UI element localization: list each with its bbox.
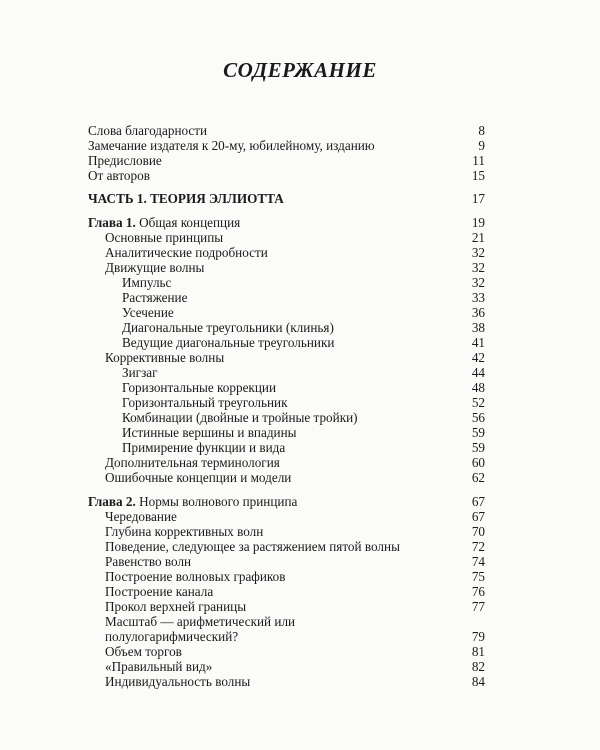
toc-entry [0,455,600,471]
toc-entry-page: 9 [478,138,485,153]
toc-entry-title: Предисловие [88,153,162,168]
toc-entry-title: Глубина коррективных волн [105,524,264,539]
toc-entry [0,365,600,381]
toc-entry-title: Ошибочные концепции и модели [105,470,292,485]
toc-entry-page: 11 [472,153,485,168]
toc-entry-page: 84 [471,674,485,689]
toc-entry-title: Чередование [105,509,177,524]
chapter-number: Глава 1. [88,215,136,230]
toc-entry [0,554,600,570]
toc-entry-title: Ведущие диагональные треугольники [122,335,335,350]
toc-entry-page: 59 [471,440,485,455]
toc-entry-page: 42 [471,350,485,365]
toc-entry-title: Дополнительная терминология [105,455,280,470]
toc-entry-title: От авторов [88,168,150,183]
toc-entry-title: Масштаб — арифметический или [105,614,296,629]
toc-entry-title: Прокол верхней границы [105,599,247,614]
toc-entry-page: 79 [471,629,485,644]
toc-entry [0,320,600,336]
toc-entry-page: 21 [471,230,485,245]
toc-entry-title: Построение канала [105,584,214,599]
chapter-heading-title [88,494,297,510]
toc-entry [0,509,600,525]
toc-entry-title: Комбинации (двойные и тройные тройки) [122,410,358,425]
toc-entry [0,614,600,630]
toc-entry [0,290,600,306]
toc-entry-page: 60 [471,455,485,470]
toc-entry [0,659,600,675]
toc-entry [0,168,600,184]
toc-entry [0,584,600,600]
toc-entry [0,644,600,660]
toc-entry [0,674,600,690]
toc-entry-title: Импульс [122,275,172,290]
toc-entry [0,599,600,615]
toc-entry-page: 72 [471,539,485,554]
page-title: СОДЕРЖАНИЕ [223,58,377,82]
toc-entry-page: 32 [471,245,485,260]
toc-entry-title: Усечение [122,305,174,320]
toc-entry-page: 59 [471,425,485,440]
toc-entry-title: полулогарифмический? [105,629,239,644]
toc-entry-title: Зигзаг [122,365,158,380]
toc-entry [0,230,600,246]
chapter-number: Глава 2. [88,494,136,509]
toc-entry-title: Замечание издателя к 20-му, юбилейному, изданию [88,138,375,153]
toc-entry [0,524,600,540]
toc-entry [0,305,600,321]
chapter-name: Нормы волнового принципа [135,494,298,509]
toc-entry-title: Растяжение [122,290,188,305]
chapter-heading-title [88,215,240,231]
toc-entry-page: 38 [471,320,485,335]
toc-entry [0,440,600,456]
toc-entry [0,395,600,411]
chapter-heading [0,215,600,231]
toc-entry-title: Горизонтальные коррекции [122,380,276,395]
toc-entry-title: Движущие волны [105,260,205,275]
toc-entry-title: Горизонтальный треугольник [122,395,288,410]
toc-entry-title: Индивидуальность волны [105,674,251,689]
toc-entry [0,153,600,169]
toc-entry-page: 33 [471,290,485,305]
toc-entry-page: 75 [471,569,485,584]
toc-entry [0,425,600,441]
toc-entry [0,335,600,351]
toc-entry-page: 15 [471,168,485,183]
toc-entry-page: 48 [471,380,485,395]
chapter-heading [0,494,600,510]
toc-entry-title: Объем торгов [105,644,182,659]
toc-entry [0,350,600,366]
toc-entry-page: 8 [478,123,485,138]
toc-entry-title: Диагональные треугольники (клинья) [122,320,334,335]
toc-entry-title: Аналитические подробности [105,245,268,260]
toc-entry-page: 76 [471,584,485,599]
toc-entry-page: 32 [471,275,485,290]
toc-entry-title: Основные принципы [105,230,224,245]
toc-entry-page: 52 [471,395,485,410]
toc-entry-title: Построение волновых графиков [105,569,286,584]
toc-entry-page: 44 [471,365,485,380]
toc-entry-page: 81 [471,644,485,659]
toc-entry [0,380,600,396]
toc-entry-title: Поведение, следующее за растяжением пятой волны [105,539,400,554]
toc-entry-page: 17 [471,191,485,206]
toc-entry-page: 19 [471,215,485,230]
toc-entry-page: 56 [471,410,485,425]
toc-entry-page: 32 [471,260,485,275]
toc-entry-title: Истинные вершины и впадины [122,425,297,440]
part-heading [0,191,600,207]
toc-entry-page: 70 [471,524,485,539]
toc-entry-page: 36 [471,305,485,320]
toc-entry-page: 74 [471,554,485,569]
toc-entry [0,138,600,154]
toc-entry [0,410,600,426]
toc-entry [0,260,600,276]
toc-entry [0,539,600,555]
toc-entry [0,123,600,139]
toc-entry [0,470,600,486]
part-heading-title: ЧАСТЬ 1. ТЕОРИЯ ЭЛЛИОТТА [88,191,284,206]
chapter-name: Общая концепция [135,215,241,230]
toc-entry [0,569,600,585]
toc-entry-page: 67 [471,494,485,509]
toc-entry-page: 62 [471,470,485,485]
toc-entry-title: Примирение функции и вида [122,440,286,455]
toc-entry [0,629,600,645]
toc-entry-title: Коррективные волны [105,350,225,365]
toc-entry [0,275,600,291]
toc-entry-title: Равенство волн [105,554,192,569]
toc-entry-title: «Правильный вид» [105,659,213,674]
toc-entry-page: 41 [471,335,485,350]
toc-entry [0,245,600,261]
toc-entry-page: 82 [471,659,485,674]
toc-entry-page: 77 [471,599,485,614]
toc-entry-title: Слова благодарности [88,123,208,138]
toc-entry-page: 67 [471,509,485,524]
